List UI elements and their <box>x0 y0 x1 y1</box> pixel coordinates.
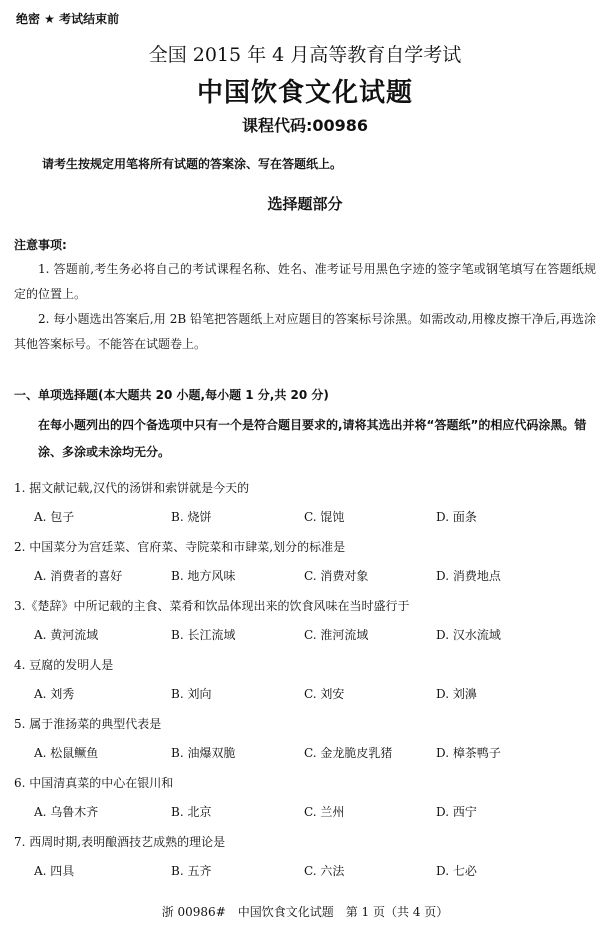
option-d: D. 七必 <box>436 864 477 878</box>
course-code: 课程代码:00986 <box>241 116 369 135</box>
option-a: A. 松鼠鳜鱼 <box>34 746 99 760</box>
option-c: C. 消费对象 <box>304 569 369 583</box>
option-a: A. 黄河流域 <box>34 628 99 642</box>
part-title: 选择题部分 <box>267 195 343 213</box>
option-c: C. 淮河流域 <box>304 628 369 642</box>
paper-title: 中国饮食文化试题 <box>196 78 413 108</box>
option-d: D. 樟茶鸭子 <box>436 746 501 760</box>
option-d: D. 西宁 <box>436 805 477 819</box>
option-d: D. 汉水流域 <box>436 628 501 642</box>
option-a: A. 乌鲁木齐 <box>34 805 99 819</box>
question-5: 5. 属于淮扬菜的典型代表是 <box>14 717 162 731</box>
notes-heading: 注意事项: <box>14 238 67 252</box>
option-a: A. 包子 <box>34 510 75 524</box>
option-d: D. 刘濞 <box>436 687 477 701</box>
question-1: 1. 据文献记载,汉代的汤饼和索饼就是今天的 <box>14 481 250 495</box>
note-item-1: 1. 答题前,考生务必将自己的考试课程名称、姓名、准考证号用黑色字迹的签字笔或钢笔填写在答题纸规定的位置上。 <box>14 262 596 301</box>
question-7: 7. 西周时期,表明酿酒技艺成熟的理论是 <box>14 835 226 849</box>
question-2: 2. 中国菜分为宫廷菜、官府菜、寺院菜和市肆菜,划分的标准是 <box>14 540 346 554</box>
option-b: B. 长江流域 <box>171 628 236 642</box>
option-c: C. 六法 <box>304 864 345 878</box>
option-b: B. 烧饼 <box>171 510 212 524</box>
question-4: 4. 豆腐的发明人是 <box>14 658 114 672</box>
option-c: C. 馄饨 <box>304 510 345 524</box>
option-c: C. 兰州 <box>304 805 345 819</box>
question-6: 6. 中国清真菜的中心在银川和 <box>14 776 174 790</box>
option-a: A. 刘秀 <box>34 687 75 701</box>
option-a: A. 消费者的喜好 <box>34 569 123 583</box>
option-c: C. 刘安 <box>304 687 345 701</box>
option-c: C. 金龙脆皮乳猪 <box>304 746 393 760</box>
option-a: A. 四具 <box>34 864 75 878</box>
option-d: D. 面条 <box>436 510 477 524</box>
exam-title: 全国 2015 年 4 月高等教育自学考试 <box>148 44 462 66</box>
option-b: B. 油爆双脆 <box>171 746 236 760</box>
page-footer: 浙 00986# 中国饮食文化试题 第 1 页（共 4 页） <box>161 905 449 919</box>
option-b: B. 五齐 <box>171 864 212 878</box>
question-3: 3.《楚辞》中所记载的主食、菜肴和饮品体现出来的饮食风味在当时盛行于 <box>14 599 410 613</box>
section-note: 在每小题列出的四个备选项中只有一个是符合题目要求的,请将其选出并将“答题纸”的相应代码涂黑。错涂、多涂或未涂均无分。 <box>38 418 587 459</box>
answer-instruction: 请考生按规定用笔将所有试题的答案涂、写在答题纸上。 <box>42 157 343 171</box>
option-b: B. 北京 <box>171 805 212 819</box>
option-b: B. 地方风味 <box>171 569 236 583</box>
option-d: D. 消费地点 <box>436 569 501 583</box>
section-title: 一、单项选择题(本大题共 20 小题,每小题 1 分,共 20 分) <box>14 388 329 402</box>
option-b: B. 刘向 <box>171 687 212 701</box>
note-item-2: 2. 每小题选出答案后,用 2B 铅笔把答题纸上对应题目的答案标号涂黑。如需改动,用橡皮擦干净后,再选涂其他答案标号。不能答在试题卷上。 <box>14 312 596 351</box>
secret-mark: 绝密 ★ 考试结束前 <box>16 12 120 26</box>
